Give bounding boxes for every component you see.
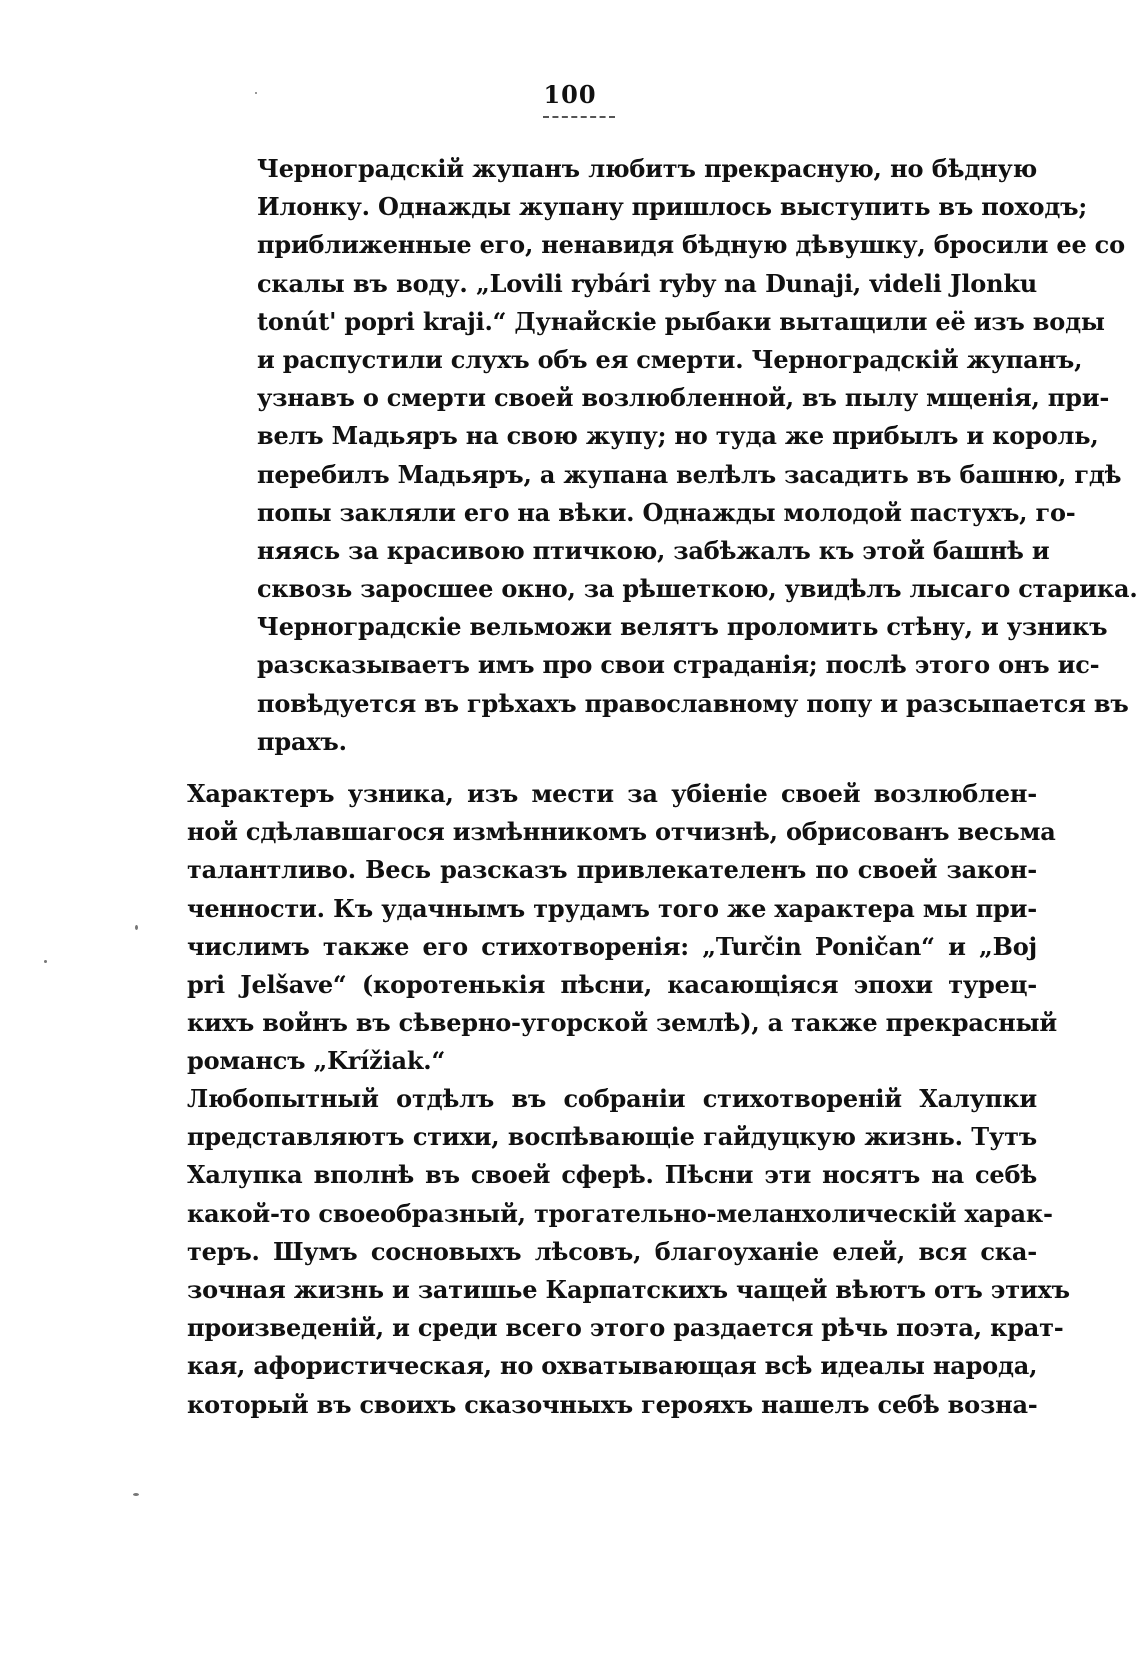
text-line: Характеръ узника, изъ мести за убіеніе своей возлюблен-	[187, 779, 1037, 808]
text-line: приближенные его, ненавидя бѣдную дѣвушку, бросили ее со	[257, 230, 1125, 260]
text-line: кихъ войнъ въ сѣверно-угорской землѣ), а также прекрасный	[187, 1008, 1057, 1038]
text-line: сквозь заросшее окно, за рѣшеткою, увидѣлъ лысаго старика.	[257, 574, 1138, 604]
paragraph-haiduk-poems	[187, 1080, 1070, 1424]
text-line: произведеній, и среди всего этого раздается рѣчь поэта, крат-	[187, 1313, 1064, 1343]
text-line: который въ своихъ сказочныхъ герояхъ нашелъ себѣ возна-	[187, 1389, 1038, 1419]
scan-speck	[44, 960, 47, 963]
text-line: кая, афористическая, но охватывающая всѣ идеалы народа,	[187, 1351, 1038, 1381]
text-line: узнавъ о смерти своей возлюбленной, въ пылу мщенія, при-	[257, 383, 1110, 413]
text-line: представляютъ стихи, воспѣвающіе гайдуцкую жизнь. Тутъ	[187, 1122, 1037, 1152]
paragraph-character-analysis	[187, 775, 1057, 1081]
text-line: велъ Мадьяръ на свою жупу; но туда же прибылъ и король,	[257, 421, 1099, 451]
text-line: Халупка вполнѣ въ своей сферѣ. Пѣсни эти носятъ на себѣ	[187, 1160, 1037, 1190]
text-line: ной сдѣлавшагося измѣнникомъ отчизнѣ, обрисованъ весьма	[187, 817, 1056, 847]
text-line: скалы въ воду. „Lovili rybári ryby na Dunaji, videli Jlonku	[257, 268, 1037, 298]
text-line: прахъ.	[257, 726, 347, 756]
text-line: ченности. Къ удачнымъ трудамъ того же характера мы при-	[187, 893, 1037, 923]
scan-speck	[133, 1493, 139, 1496]
page-number: 100	[543, 80, 597, 109]
text-line: перебилъ Мадьяръ, а жупана велѣлъ засадить въ башню, гдѣ	[257, 459, 1122, 489]
scan-speck	[255, 92, 257, 94]
text-line: Черноградскій жупанъ любитъ прекрасную, но бѣдную	[257, 154, 1037, 183]
text-line: романсъ „Krížiak.“	[187, 1046, 446, 1076]
text-line: теръ. Шумъ сосновыхъ лѣсовъ, благоуханіе елей, вся ска-	[187, 1236, 1037, 1266]
text-line: талантливо. Весь разсказъ привлекателенъ по своей закон-	[187, 855, 1037, 885]
text-line: Черноградскіе вельможи велятъ проломить стѣну, и узникъ	[257, 612, 1108, 642]
text-line: разсказываетъ имъ про свои страданія; послѣ этого онъ ис-	[257, 650, 1100, 680]
text-line: повѣдуется въ грѣхахъ православному попу и разсыпается въ	[257, 688, 1129, 718]
text-line: pri Jelšave“ (коротенькія пѣсни, касающіяся эпохи турец-	[187, 969, 1037, 999]
text-line: зочная жизнь и затишье Карпатскихъ чащей вѣютъ отъ этихъ	[187, 1274, 1070, 1304]
text-line: Любопытный отдѣлъ въ собраніи стихотвореній Халупки	[187, 1084, 1037, 1113]
page-number-rule	[543, 116, 615, 118]
text-line: tonút' poprі krajі.“ Дунайскіе рыбаки вытащили её изъ воды	[257, 306, 1105, 336]
text-line: числимъ также его стихотворенія: „Turčin Poničan“ и „Boj	[187, 931, 1037, 961]
text-line: няясь за красивою птичкою, забѣжалъ къ этой башнѣ и	[257, 535, 1050, 565]
text-line: Илонку. Однажды жупану пришлось выступить въ походъ;	[257, 192, 1088, 222]
scan-speck	[135, 925, 138, 930]
quoted-story-block	[257, 150, 1138, 761]
text-line: и распустили слухъ объ ея смерти. Черноградскій жупанъ,	[257, 344, 1083, 374]
text-line: попы закляли его на вѣки. Однажды молодой пастухъ, го-	[257, 497, 1076, 527]
text-line: какой-то своеобразный, трогательно-меланхолическій харак-	[187, 1198, 1053, 1228]
